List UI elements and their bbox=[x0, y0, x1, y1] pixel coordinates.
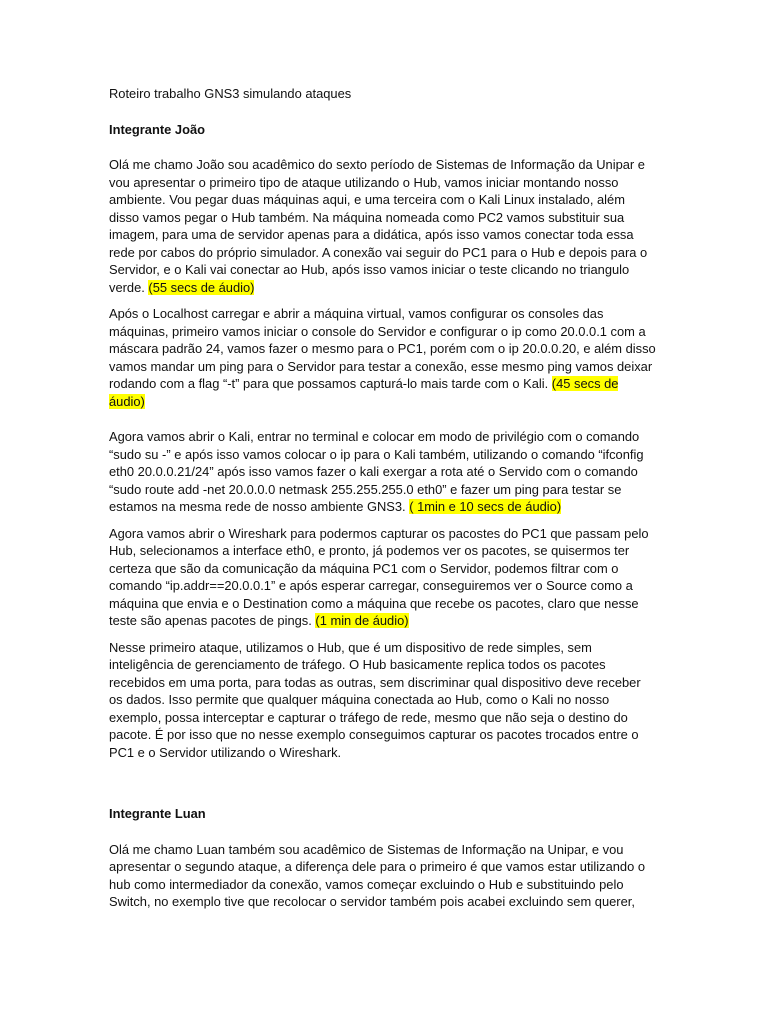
paragraph bbox=[109, 156, 657, 296]
paragraph-text: Agora vamos abrir o Wireshark para podermos capturar os pacostes do PC1 que passam pelo Hub, selecionamos a interface eth0, e pronto, já podemos ver os pacotes, se quisermos ter certeza que são da comunicação da máquina PC1 com o Servidor, podemos filtrar com o comando “ip.addr==20.0.0.1” e após esperar carregar, conseguiremos ver o Source como a máquina que envia e o Destination como a máquina que recebe os pacotes, claro que nesse teste são apenas pacotes de pings. bbox=[109, 525, 649, 628]
paragraph-text: Olá me chamo Luan também sou acadêmico de Sistemas de Informação na Unipar, e vou apresentar o segundo ataque, a diferença dele para o primeiro é que vamos estar utilizando o hub como intermediador da conexão, vamos começar excluindo o Hub e substituindo pelo Switch, no exemplo tive que recolocar o servidor também pois acabei excluindo sem querer, bbox=[109, 841, 646, 909]
paragraph-text: Nesse primeiro ataque, utilizamos o Hub, que é um dispositivo de rede simples, sem inteligência de gerenciamento de tráfego. O Hub basicamente replica todos os pacotes recebidos em uma porta, para todas as outras, sem discriminar qual dispositivo deve receber os dados. Isso permite que qualquer máquina conectada ao Hub, como o Kali no nosso exemplo, possa interceptar e capturar o tráfego de rede, mesmo que não seja o destino do pacote. É por isso que no nesse exemplo conseguimos capturar os pacotes trocados entre o PC1 e o Servidor utilizando o Wireshark. bbox=[109, 639, 641, 760]
paragraph bbox=[109, 525, 657, 630]
section-heading-luan: Integrante Luan bbox=[109, 806, 206, 821]
audio-duration-highlight: (45 secs de áudio) bbox=[109, 376, 619, 409]
paragraph-text: Após o Localhost carregar e abrir a máquina virtual, vamos configurar os consoles das máquinas, primeiro vamos iniciar o console do Servidor e configurar o ip como 20.0.0.1 com a máscara padrão 24, vamos fazer o mesmo para o PC1, porém com o ip 20.0.0.20, e além disso vamos mandar um ping para o Servidor para testar a conexão, esse mesmo ping vamos deixar rodando com a flag “-t” para que possamos capturá-lo mais tarde com o Kali. bbox=[109, 306, 656, 391]
document-title: Roteiro trabalho GNS3 simulando ataques bbox=[109, 86, 352, 101]
paragraph bbox=[109, 428, 657, 516]
paragraph bbox=[109, 639, 657, 762]
audio-duration-highlight: (1 min de áudio) bbox=[315, 613, 409, 628]
paragraph bbox=[109, 305, 657, 410]
paragraph bbox=[109, 841, 657, 911]
paragraph-text: Olá me chamo João sou acadêmico do sexto período de Sistemas de Informação da Unipar e vou apresentar o primeiro tipo de ataque utilizando o Hub, vamos iniciar montando nosso ambiente. Vou pegar duas máquinas aqui, e uma terceira com o Kali Linux instalado, além disso vamos pegar o Hub também. Na máquina nomeada como PC2 vamos substituir sua imagem, para uma de servidor apenas para a didática, após isso vamos conectar toda essa rede por cabos do próprio simulador. A conexão vai seguir do PC1 para o Hub e depois para o Servidor, e o Kali vai conectar ao Hub, após isso vamos iniciar o teste clicando no triangulo verde. bbox=[109, 157, 648, 295]
document-body bbox=[109, 85, 657, 920]
audio-duration-highlight: ( 1min e 10 secs de áudio) bbox=[409, 499, 562, 514]
section-heading-joao: Integrante João bbox=[109, 121, 205, 137]
paragraph-text: Agora vamos abrir o Kali, entrar no terminal e colocar em modo de privilégio com o comando “sudo su -” e após isso vamos colocar o ip para o Kali também, utilizando o comando “ifconfig eth0 20.0.0.21/24” após isso vamos fazer o kali exergar a rota até o Servido com o comando “sudo route add -net 20.0.0.0 netmask 255.255.255.0 eth0” e fazer um ping para testar se estamos na mesma rede de nosso ambiente GNS3. bbox=[109, 429, 644, 514]
audio-duration-highlight: (55 secs de áudio) bbox=[148, 279, 255, 295]
